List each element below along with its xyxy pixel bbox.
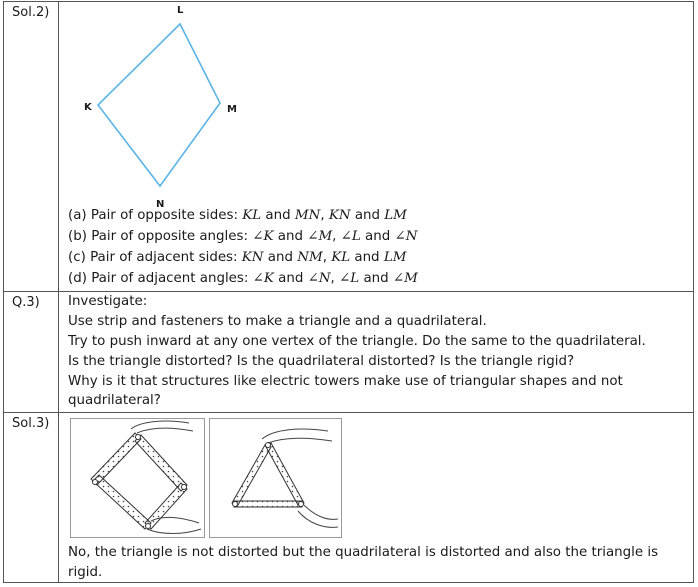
quadrilateral-strips-drawing: [71, 419, 204, 537]
q3-line-1: Investigate:: [68, 294, 148, 309]
q3-line-3: Try to push inward at any one vertex of the triangle. Do the same to the quadrilateral.: [68, 334, 646, 349]
q3-line-6: quadrilateral?: [68, 393, 161, 408]
quadrilateral-klmn-figure: [80, 2, 300, 207]
answer-line-c: (c) Pair of adjacent sides: KN and NM, KL and LM: [68, 250, 407, 265]
vertex-label-n: N: [156, 199, 165, 210]
vertex-label-l: L: [177, 5, 184, 16]
sol3-answer-line-2: rigid.: [68, 565, 103, 580]
q3-line-4: Is the triangle distorted? Is the quadrilateral distorted? Is the triangle rigid?: [68, 354, 575, 369]
vertex-label-m: M: [227, 104, 237, 115]
sol3-answer-line-1: No, the triangle is not distorted but the quadrilateral is distorted and also the triangle is: [68, 545, 659, 560]
quadrilateral-strips-image: [70, 418, 205, 538]
sol3-content: [60, 413, 693, 583]
triangle-strips-image: [209, 418, 342, 538]
q3-line-2: Use strip and fasteners to make a triangle and a quadrilateral.: [68, 314, 487, 329]
quadrilateral-klmn: [98, 24, 220, 186]
sol3-label: Sol.3): [4, 413, 59, 583]
answer-line-a: (a) Pair of opposite sides: KL and MN, KN and LM: [68, 208, 407, 223]
sol3-row: [4, 412, 693, 583]
solution-table: [3, 1, 694, 583]
q3-label: Q.3): [4, 292, 59, 413]
sol2-row: [4, 2, 693, 291]
triangle-strips-drawing: [210, 419, 341, 537]
q3-content: [60, 292, 693, 413]
sol2-content: [60, 2, 693, 291]
sol2-label: Sol.2): [4, 2, 59, 291]
q3-row: [4, 291, 693, 413]
answer-line-b: (b) Pair of opposite angles: ∠K and ∠M, ∠L and ∠N: [68, 229, 418, 244]
q3-line-5: Why is it that structures like electric towers make use of triangular shapes and not: [68, 374, 623, 389]
answer-line-d: (d) Pair of adjacent angles: ∠K and ∠N, ∠L and ∠M: [68, 271, 418, 286]
vertex-label-k: K: [84, 102, 92, 113]
